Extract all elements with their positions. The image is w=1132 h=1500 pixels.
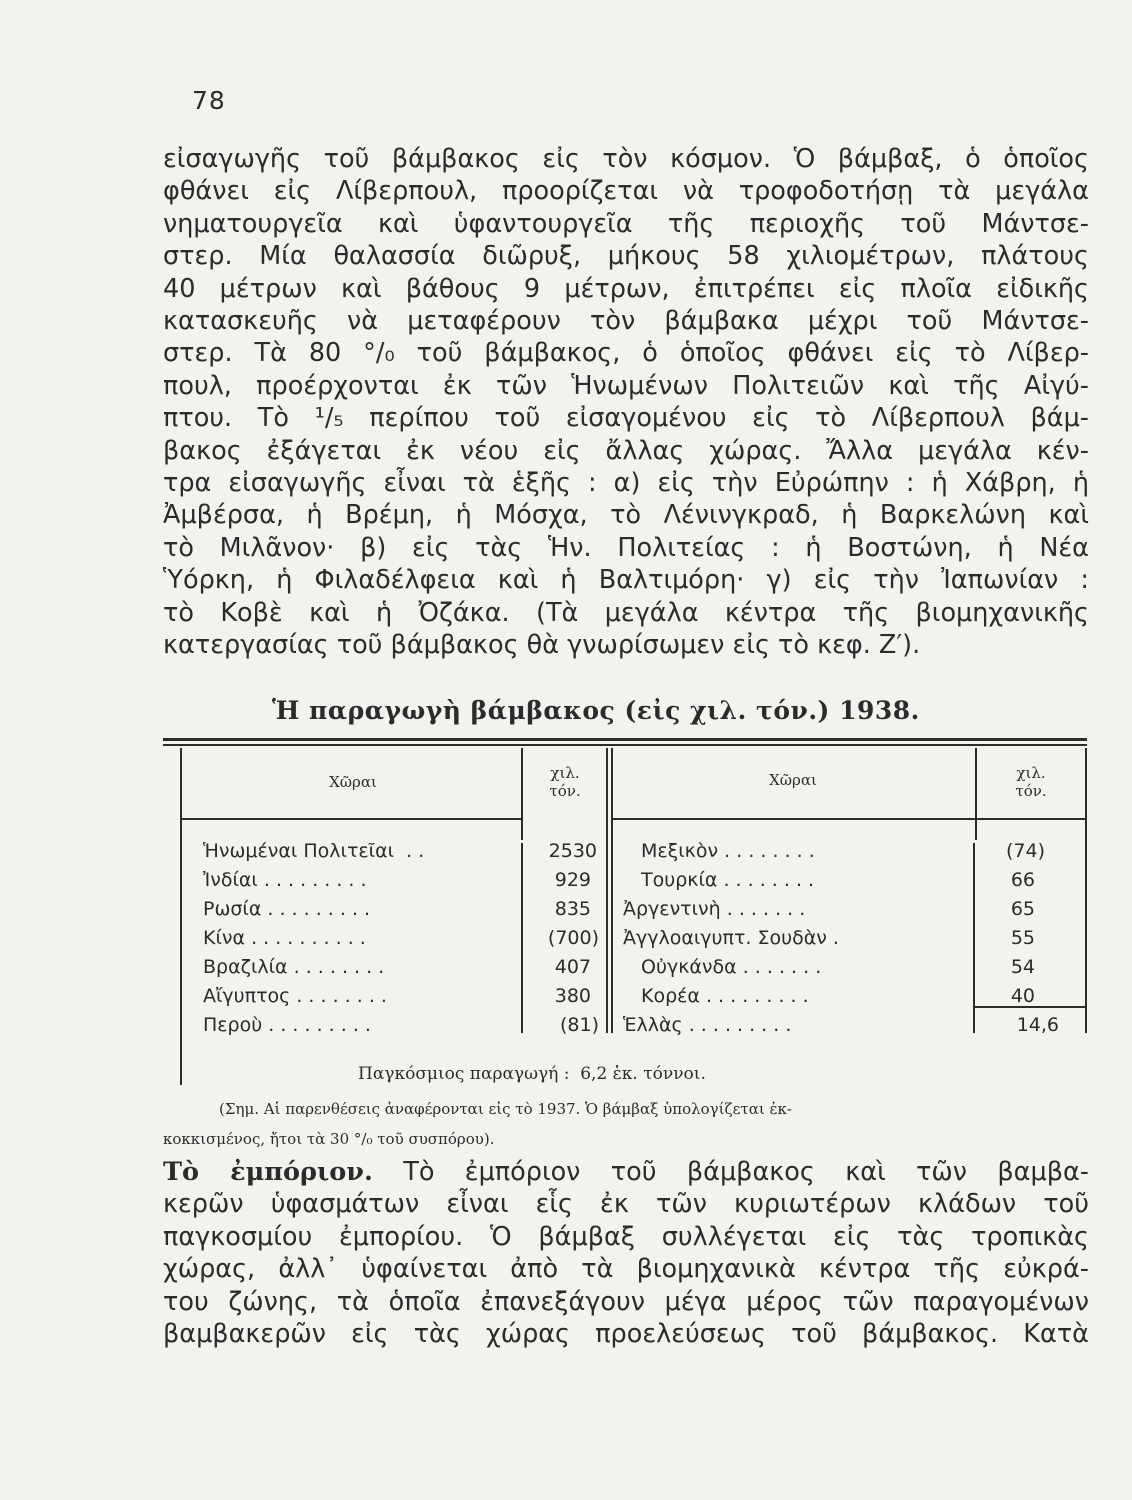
production-value: 65 xyxy=(1010,898,1035,920)
production-value: 55 xyxy=(1010,927,1035,949)
country-name: Αἴγυπτος . . . . . . . . xyxy=(203,985,387,1007)
text-line: εἰσαγωγῆς τοῦ βάμβακος εἰς τὸν κόσμον. Ὁ βάμβαξ, ὁ ὁποῖος xyxy=(163,144,1089,174)
text-line: του ζώνης, τὰ ὁποῖα ἐπανεξάγουν μέγα μέρος τῶν παραγομένων xyxy=(163,1286,1089,1317)
production-table xyxy=(163,738,1090,1088)
production-value: 380 xyxy=(554,985,591,1007)
column-divider xyxy=(975,748,977,840)
production-value: (81) xyxy=(559,1014,599,1036)
country-name: Ἡνωμέναι Πολιτεῖαι . . xyxy=(203,840,425,862)
text-line xyxy=(163,1156,1089,1188)
world-production-total: Παγκόσμιος παραγωγή : 6,2 ἑκ. τόννοι. xyxy=(358,1064,706,1084)
country-name: Βραζιλία . . . . . . . . xyxy=(203,956,385,978)
production-value: 54 xyxy=(1010,956,1035,978)
column-divider xyxy=(611,748,613,1033)
column-divider xyxy=(521,748,523,840)
production-value: 40 xyxy=(1010,985,1035,1007)
header-unit-line: τόν. xyxy=(549,782,581,800)
header-unit-line: χιλ. xyxy=(550,764,580,782)
table-left-border xyxy=(180,748,182,1085)
commerce-paragraph xyxy=(163,1156,1089,1350)
footnote-line: (Σημ. Αἱ παρενθέσεις ἀναφέρονται εἰς τὸ 1937. Ὁ βάμβαξ ὑπολογίζεται ἐκ- xyxy=(219,1100,792,1118)
text-line: στερ. Τὰ 80 °/₀ τοῦ βάμβακος, ὁ ὁποῖος φθάνει εἰς τὸ Λίβερ- xyxy=(163,338,1089,369)
production-value: (74) xyxy=(1005,840,1045,862)
country-name: Οὐγκάνδα . . . . . . . xyxy=(641,956,822,978)
header-unit-left xyxy=(525,764,605,800)
production-value: (700) xyxy=(547,927,599,949)
header-unit-right xyxy=(981,764,1081,800)
text-line: στερ. Μία θαλασσία διῶρυξ, μήκους 58 χιλιομέτρων, πλάτους xyxy=(163,241,1089,272)
text-line: πουλ, προέρχονται ἐκ τῶν Ἡνωμένων Πολιτειῶν καὶ τῆς Αἰγύ- xyxy=(163,370,1089,401)
table-top-rule xyxy=(163,738,1087,741)
text-line: βαμβακερῶν εἰς τὰς χώρας προελεύσεως τοῦ βάμβακος. Κατὰ xyxy=(163,1319,1089,1350)
header-rule xyxy=(613,818,1085,820)
country-name: Ἰνδίαι . . . . . . . . . xyxy=(203,869,367,891)
text-line: φθάνει εἰς Λίβερπουλ, προορίζεται νὰ τροφοδοτήσῃ τὰ μεγάλα xyxy=(163,176,1089,207)
production-value: 14,6 xyxy=(1016,1014,1059,1036)
text-line: Ὑόρκη, ἡ Φιλαδέλφεια καὶ ἡ Βαλτιμόρη· γ) εἰς τὴν Ἰαπωνίαν : xyxy=(163,565,1089,596)
production-value: 407 xyxy=(554,956,591,978)
table-title: Ἡ παραγωγὴ βάμβακος (εἰς χιλ. τόν.) 1938. xyxy=(272,696,920,725)
production-value: 835 xyxy=(554,898,591,920)
country-name: Τουρκία . . . . . . . . xyxy=(641,869,815,891)
country-name: Ἑλλὰς . . . . . . . . . xyxy=(623,1014,792,1036)
text-line: βακος ἐξάγεται ἐκ νέου εἰς ἄλλας χώρας. Ἄλλα μεγάλα κέν- xyxy=(163,435,1089,466)
country-name: Μεξικὸν . . . . . . . . xyxy=(641,840,815,862)
text-line: χώρας, ἀλλ᾿ ὑφαίνεται ἀπὸ τὰ βιομηχανικὰ κέντρα τῆς εὐκρά- xyxy=(163,1254,1089,1285)
country-name: Κορέα . . . . . . . . . xyxy=(641,985,809,1007)
table-right-border xyxy=(1085,748,1087,1033)
table-top-rule xyxy=(163,744,1087,746)
text-fragment: Τὸ ἐμπόριον τοῦ βάμβακος καὶ τῶν βαμβα- xyxy=(372,1157,1090,1187)
production-value: 2530 xyxy=(548,840,597,862)
footnote-line: κοκκισμένος, ἤτοι τὰ 30 °/₀ τοῦ συσπόρου). xyxy=(163,1130,495,1148)
production-value: 929 xyxy=(554,869,591,891)
header-countries-left: Χῶραι xyxy=(329,773,377,791)
text-line: νηματουργεῖα καὶ ὑφαντουργεῖα τῆς περιοχῆς τοῦ Μάντσε- xyxy=(163,208,1089,239)
text-line: τὸ Μιλᾶνον· β) εἰς τὰς Ἡν. Πολιτείας : ἡ Βοστώνη, ἡ Νέα xyxy=(163,532,1089,563)
text-line: κατασκευῆς νὰ μεταφέρουν τὸν βάμβακα μέχρι τοῦ Μάντσε- xyxy=(163,306,1089,337)
text-line: κατεργασίας τοῦ βάμβακος θὰ γνωρίσωμεν εἰς τὸ κεφ. Ζ′). xyxy=(163,630,921,661)
intro-paragraph xyxy=(163,143,1089,662)
country-name: Ἀγγλοαιγυπτ. Σουδὰν . xyxy=(623,927,839,949)
header-countries-right: Χῶραι xyxy=(769,771,817,789)
text-line: Ἀμβέρσα, ἡ Βρέμη, ἡ Μόσχα, τὸ Λένινγκραδ, ἡ Βαρκελώνη καὶ xyxy=(163,500,1089,531)
text-line: 40 μέτρων καὶ βάθους 9 μέτρων, ἐπιτρέπει εἰς πλοῖα εἰδικῆς xyxy=(163,273,1089,304)
production-value: 66 xyxy=(1010,869,1035,891)
header-unit-line: χιλ. xyxy=(1016,764,1046,782)
country-name: Ρωσία . . . . . . . . . xyxy=(203,898,371,920)
text-line: τρα εἰσαγωγῆς εἶναι τὰ ἑξῆς : α) εἰς τὴν Εὐρώπην : ἡ Χάβρη, ἡ xyxy=(163,468,1089,499)
page-number: 78 xyxy=(192,86,226,115)
text-line: παγκοσμίου ἐμπορίου. Ὁ βάμβαξ συλλέγεται εἰς τὰς τροπικὰς xyxy=(163,1221,1089,1252)
country-name: Ἀργεντινὴ . . . . . . . xyxy=(623,898,806,920)
text-line: κερῶν ὑφασμάτων εἶναι εἷς ἐκ τῶν κυριωτέρων κλάδων τοῦ xyxy=(163,1189,1089,1220)
header-unit-line: τόν. xyxy=(1015,782,1047,800)
section-heading: Τὸ ἐμπόριον. xyxy=(163,1157,373,1187)
header-rule xyxy=(181,818,523,820)
country-name: Περοὺ . . . . . . . . . xyxy=(203,1014,371,1036)
column-divider xyxy=(606,748,608,1033)
table-footnote xyxy=(163,1094,1089,1154)
text-line: πτου. Τὸ ¹/₅ περίπου τοῦ εἰσαγομένου εἰς τὸ Λίβερπουλ βάμ- xyxy=(163,403,1089,434)
country-name: Κίνα . . . . . . . . . . xyxy=(203,927,366,949)
text-line: τὸ Κοβὲ καὶ ἡ Ὀζάκα. (Τὰ μεγάλα κέντρα τῆς βιομηχανικῆς xyxy=(163,597,1089,628)
